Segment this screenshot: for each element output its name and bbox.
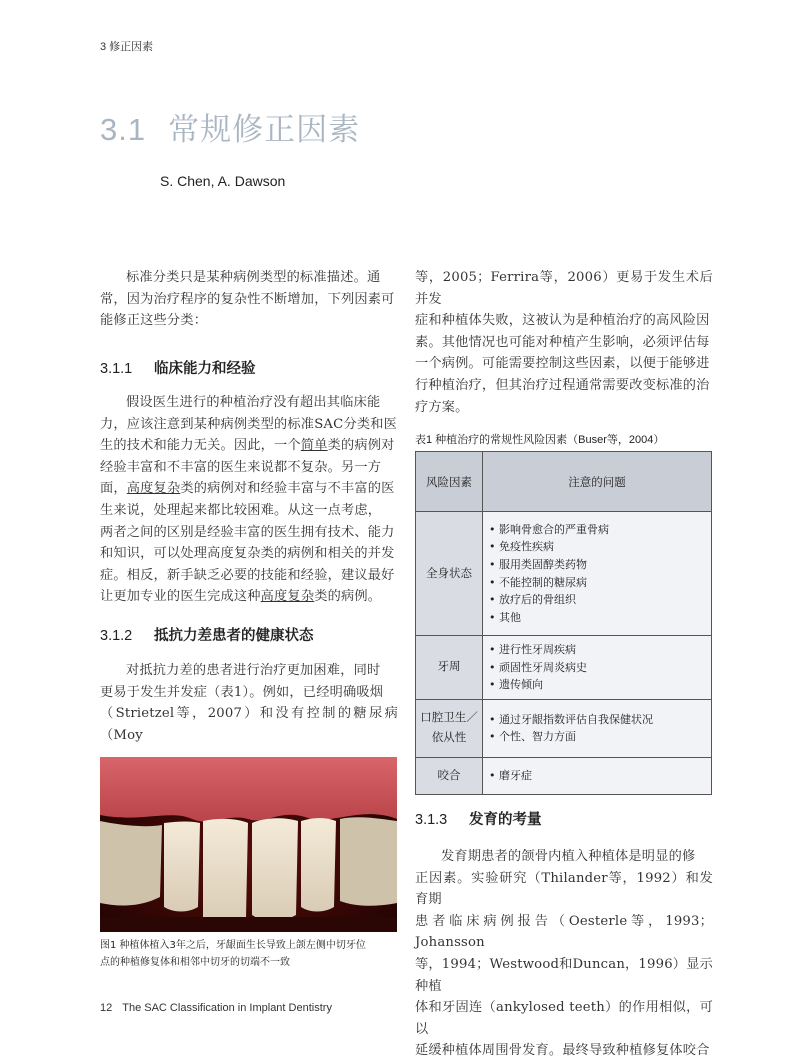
section-heading-3-1-3: 3.1.3 发育的考量 (415, 812, 542, 828)
table-header-factor: 风险因素 (416, 452, 483, 512)
section-heading-3-1-2: 3.1.2 抵抗力差患者的健康状态 (100, 628, 314, 644)
table-header-row (416, 452, 712, 512)
table-row: 咬合 • 磨牙症 (416, 757, 712, 794)
paragraph-3-1-1: 假设医生进行的种植治疗没有超出其临床能 力，应该注意到某种病例类型的标准SAC分类和医 生的技术和能力无关。因此，一个简单类的病例对 经验丰富和不丰富的医生来说都不复杂。另一方 面，高度复杂类的病例对和经验丰富与不丰富的医 生来说，处理起来都比较困难。从这一点考虑， 两者之间的区别是经验丰富的医生拥有技术、能力 和知识，可以处理高度复杂类的病例和相关的并发 症。相反，新手缺乏必要的技能和经验，建议最好 让更加专业的医生完成这种高度复杂类的病例。 (100, 395, 397, 605)
dental-photo (100, 757, 397, 932)
intro-paragraph: 标准分类只是某种病例类型的标准描述。通 常，因为治疗程序的复杂性不断增加，下列因素可 能修正这些分类： (100, 270, 395, 329)
table-header-issue: 注意的问题 (483, 452, 712, 512)
risk-factor-table (415, 451, 712, 795)
figure-caption: 图1 种植体植入3年之后，牙龈面生长导致上颌左侧中切牙位 点的种植修复体和相邻中切牙的切端不一致 (100, 940, 366, 968)
paragraph-3-1-2: 对抵抗力差的患者进行治疗更加困难，同时 更易于发生并发症（表1）。例如，已经明确吸烟 （Strietzel等，2007）和没有控制的糖尿病（Moy (100, 663, 398, 743)
paragraph-3-1-3: 发育期患者的颌骨内植入种植体是明显的修 正因素。实验研究（Thilander等，1992）和发育期 患者临床病例报告（Oesterle等，1993；Johansson 等，1994；Westwood和Duncan，1996）显示种植 体和牙固连（ankylosed teeth）的作用相似，可以 延缓种植体周围骨发育。最终导致种植修复体咬合 (415, 849, 713, 1059)
paragraph-continued: 等，2005；Ferrira等，2006）更易于发生术后并发 症和种植体失败，这被认为是种植治疗的高风险因 素。其他情况也可能对种植产生影响，必须评估每 一个病例。可能需要控制这些因素，以便于能够进 行种植治疗，但其治疗过程通常需要改变标准的治 疗方案。 (415, 270, 713, 415)
section-heading-3-1-1: 3.1.1 临床能力和经验 (100, 361, 256, 377)
chapter-number: 3.1 (100, 112, 147, 147)
table-row: 牙周 • 进行性牙周疾病 • 顽固性牙周炎病史 • 遗传倾向 (416, 636, 712, 700)
table-row: 口腔卫生／ 依从性 • 通过牙龈指数评估自我保健状况 • 个性、智力方面 (416, 699, 712, 757)
book-title: The SAC Classification in Implant Dentistry (122, 1002, 332, 1014)
page-footer (100, 1002, 332, 1014)
page-number: 12 (100, 1002, 113, 1014)
table-row: 全身状态 • 影响骨愈合的严重骨病 • 免疫性疾病 • 服用类固醇类药物 • 不能控制的糖尿病 • 放疗后的骨组织 • 其他 (416, 512, 712, 636)
running-head: 3 修正因素 (100, 41, 154, 53)
table-caption: 表1 种植治疗的常规性风险因素（Buser等，2004） (415, 434, 665, 446)
chapter-title-text: 常规修正因素 (168, 112, 361, 147)
authors: S. Chen, A. Dawson (160, 173, 286, 189)
chapter-title (100, 104, 360, 149)
